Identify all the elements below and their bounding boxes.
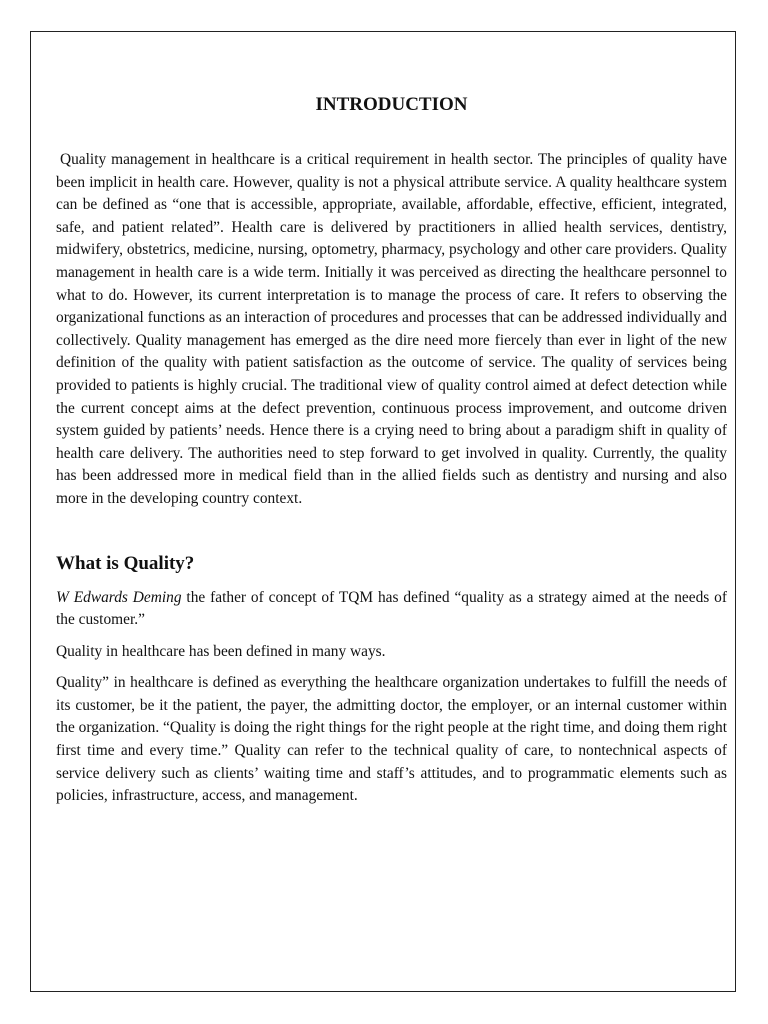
document-title: INTRODUCTION (315, 94, 468, 115)
defined-many-ways-paragraph: Quality in healthcare has been defined in many ways. (56, 642, 386, 660)
deming-definition-paragraph (56, 587, 727, 632)
document-body (56, 92, 727, 808)
deming-definition-text: the father of concept of TQM has defined “quality as a strategy aimed at the needs of the customer.” (56, 588, 728, 629)
introduction-paragraph: Quality management in healthcare is a critical requirement in health sector. The principles of quality have been implicit in health care. However, quality is not a physical attribute service. A quality healthcare system can be defined as “one that is accessible, appropriate, available, affordable, effective, efficient, integrated, safe, and patient related”. Health care is delivered by practitioners in allied health services, dentistry, midwifery, obstetrics, medicine, nursing, optometry, pharmacy, psychology and other care providers. Quality management in health care is a wide term. Initially it was perceived as directing the healthcare personnel to what to do. However, its current interpretation is to manage the process of care. It refers to observing the organizational functions as an interaction of procedures and processes that can be addressed individually and collectively. Quality management has emerged as the dire need more fiercely than ever in light of the new definition of the quality with patient satisfaction as the outcome of service. The quality of services being provided to patients is highly crucial. The traditional view of quality control aimed at defect detection while the current concept aims at the defect prevention, continuous process improvement, and outcome driven system guided by patients’ needs. Hence there is a crying need to bring about a paradigm shift in quality of health care delivery. The authorities need to step forward to get involved in quality. Currently, the quality has been addressed more in medical field than in the allied fields such as dentistry and nursing and also more in the developing country context. (56, 151, 727, 507)
section-heading-what-is-quality: What is Quality? (56, 552, 195, 574)
deming-name: W Edwards Deming (56, 588, 182, 606)
quality-definition-paragraph: Quality” in healthcare is defined as everything the healthcare organization undertakes to fulfill the needs of its customer, be it the patient, the payer, the admitting doctor, the employer, or an internal customer within the organization. “Quality is doing the right things for the right people at the right time, and doing them right first time and every time.” Quality can refer to the technical quality of care, to nontechnical aspects of service delivery such as clients’ waiting time and staff’s attitudes, and to programmatic elements such as policies, infrastructure, access, and management. (56, 674, 727, 805)
